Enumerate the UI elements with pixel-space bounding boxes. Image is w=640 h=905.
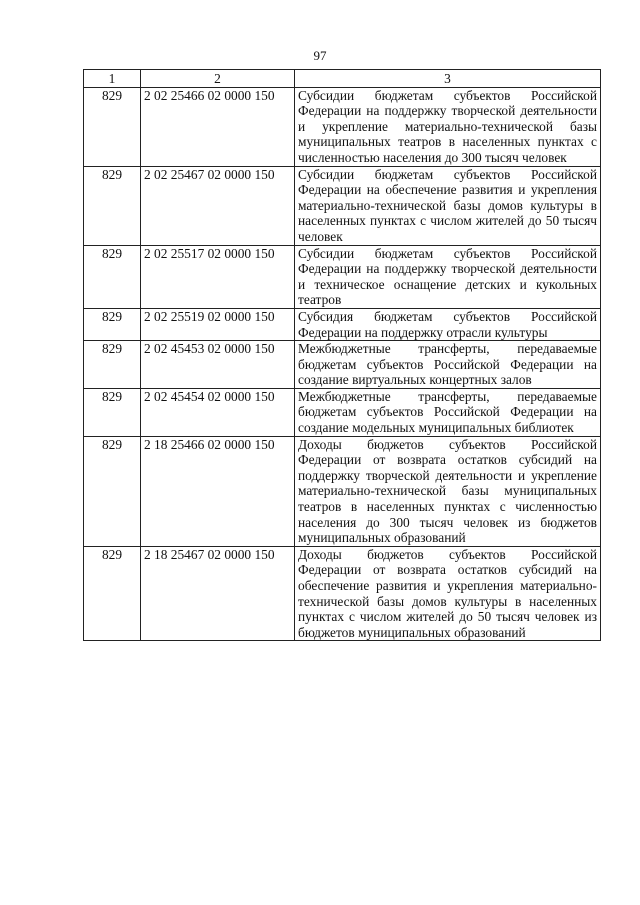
column-header-1: 1 — [84, 70, 141, 88]
table-row — [84, 436, 601, 546]
budget-code-cell: 2 02 25466 02 0000 150 — [141, 87, 295, 166]
table-row — [84, 87, 601, 166]
admin-code-cell: 829 — [84, 546, 141, 641]
admin-code-cell: 829 — [84, 87, 141, 166]
description-cell: Субсидия бюджетам субъектов Российской Федерации на поддержку отрасли культуры — [295, 308, 601, 340]
admin-code-cell: 829 — [84, 245, 141, 308]
budget-code-cell: 2 02 25517 02 0000 150 — [141, 245, 295, 308]
admin-code-cell: 829 — [84, 388, 141, 436]
description-cell: Доходы бюджетов субъектов Российской Федерации от возврата остатков субсидий на поддержку творческой деятельности и укрепление материально-технической базы муниципальных театров в населенных пунктах с численностью населения до 300 тысяч человек из бюджетов муниципальных образований — [295, 436, 601, 546]
table-header-row — [84, 70, 601, 88]
description-cell: Межбюджетные трансферты, передаваемые бюджетам субъектов Российской Федерации на создание виртуальных концертных залов — [295, 341, 601, 389]
table-row — [84, 388, 601, 436]
budget-code-cell: 2 02 25519 02 0000 150 — [141, 308, 295, 340]
description-cell: Субсидии бюджетам субъектов Российской Федерации на поддержку творческой деятельности и укрепление материально-технической базы муниципальных театров в населенных пунктах с численностью населения до 300 тысяч человек — [295, 87, 601, 166]
description-cell: Субсидии бюджетам субъектов Российской Федерации на поддержку творческой деятельности и техническое оснащение детских и кукольных театров — [295, 245, 601, 308]
table-row — [84, 546, 601, 641]
admin-code-cell: 829 — [84, 166, 141, 245]
table-row — [84, 166, 601, 245]
description-cell: Межбюджетные трансферты, передаваемые бюджетам субъектов Российской Федерации на создание модельных муниципальных библиотек — [295, 388, 601, 436]
budget-code-cell: 2 02 45454 02 0000 150 — [141, 388, 295, 436]
description-cell: Доходы бюджетов субъектов Российской Федерации от возврата остатков субсидий на обеспечение развития и укрепления материально-технической базы домов культуры в населенных пунктах с числом жителей до 50 тысяч человек из бюджетов муниципальных образований — [295, 546, 601, 641]
admin-code-cell: 829 — [84, 436, 141, 546]
table-row — [84, 341, 601, 389]
budget-code-cell: 2 02 25467 02 0000 150 — [141, 166, 295, 245]
admin-code-cell: 829 — [84, 308, 141, 340]
budget-code-cell: 2 18 25466 02 0000 150 — [141, 436, 295, 546]
budget-classification-table — [83, 69, 601, 641]
budget-code-cell: 2 02 45453 02 0000 150 — [141, 341, 295, 389]
table-row — [84, 308, 601, 340]
column-header-2: 2 — [141, 70, 295, 88]
table-row — [84, 245, 601, 308]
page-number: 97 — [313, 48, 327, 63]
budget-code-cell: 2 18 25467 02 0000 150 — [141, 546, 295, 641]
description-cell: Субсидии бюджетам субъектов Российской Федерации на обеспечение развития и укрепления материально-технической базы домов культуры в населенных пунктах с числом жителей до 50 тысяч человек — [295, 166, 601, 245]
admin-code-cell: 829 — [84, 341, 141, 389]
column-header-3: 3 — [295, 70, 601, 88]
